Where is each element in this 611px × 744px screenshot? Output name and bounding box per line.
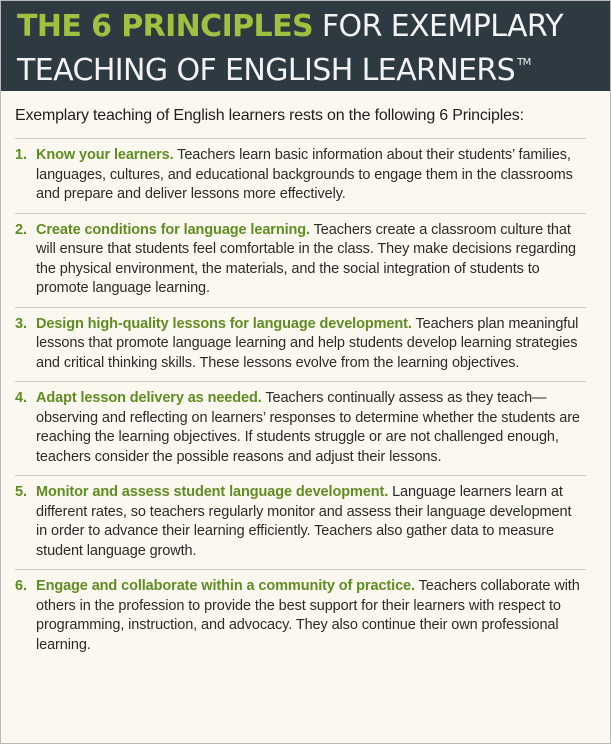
principle-number: 5. (15, 484, 27, 500)
trademark-symbol: TM (517, 57, 531, 68)
principle-item-1 (15, 139, 586, 214)
principles-content (1, 91, 610, 663)
principle-number: 3. (15, 315, 27, 332)
principle-item-5 (15, 476, 586, 570)
principle-description: Teachers collaborate with others in the profession to provide the best support for their learners with respect to programming, instruction, and advocacy. They also continue their own professional learning. (36, 578, 580, 653)
title-rest-line-1: FOR EXEMPLARY (312, 9, 563, 44)
principle-text (15, 483, 586, 561)
intro-text: Exemplary teaching of English learners rests on the following 6 Principles: (15, 107, 524, 124)
header-banner (1, 1, 610, 91)
principle-text (15, 389, 586, 467)
principle-title: Adapt lesson delivery as needed. (36, 390, 262, 406)
principle-description: Language learners learn at different rates, so teachers regularly monitor and assess their language development in order to advance their learning efficiently. Teachers also gather data to measure student language growth. (36, 484, 572, 559)
principle-text (15, 315, 586, 374)
title-highlight: THE 6 PRINCIPLES (17, 9, 313, 44)
principle-item-4 (15, 382, 586, 476)
principle-title: Know your learners. (36, 147, 174, 163)
title-line-2 (17, 45, 610, 89)
principle-item-2 (15, 214, 586, 308)
principle-description: Teachers plan meaningful lessons that promote language learning and help students develop learning strategies and critical thinking skills. These lessons evolve from the learning objectives. (36, 315, 579, 371)
principle-item-3 (15, 308, 586, 383)
title-line-2-text: TEACHING OF ENGLISH LEARNERS (17, 53, 516, 88)
principle-item-6 (15, 570, 586, 663)
principle-title: Create conditions for language learning. (36, 221, 310, 238)
principle-number: 4. (15, 390, 27, 406)
principle-title: Engage and collaborate within a community of practice. (36, 578, 415, 594)
title-line-1 (17, 9, 610, 45)
principle-description: Teachers continually assess as they teach—observing and reflecting on learners’ responses to determine whether the students are reaching the learning objectives. If students struggle or are not challenged enough, teachers consider the possible reasons and adjust their lessons. (36, 390, 580, 465)
principle-title: Design high-quality lessons for language development. (36, 315, 412, 332)
principle-text (15, 577, 586, 655)
principle-description: Teachers create a classroom culture that will ensure that students feel comfortable in the class. They make decisions regarding the physical environment, the materials, and the social integration of students to promote language learning. (36, 221, 577, 296)
principle-description: Teachers learn basic information about their students’ families, languages, cultures, and educational backgrounds to engage them in the classrooms and prepare and deliver lessons more effectively. (36, 147, 573, 202)
principle-number: 2. (15, 221, 27, 238)
principle-title: Monitor and assess student language development. (36, 484, 389, 500)
principle-number: 6. (15, 578, 27, 594)
principle-number: 1. (15, 147, 27, 163)
principle-text (15, 221, 586, 299)
principle-text (15, 146, 586, 205)
